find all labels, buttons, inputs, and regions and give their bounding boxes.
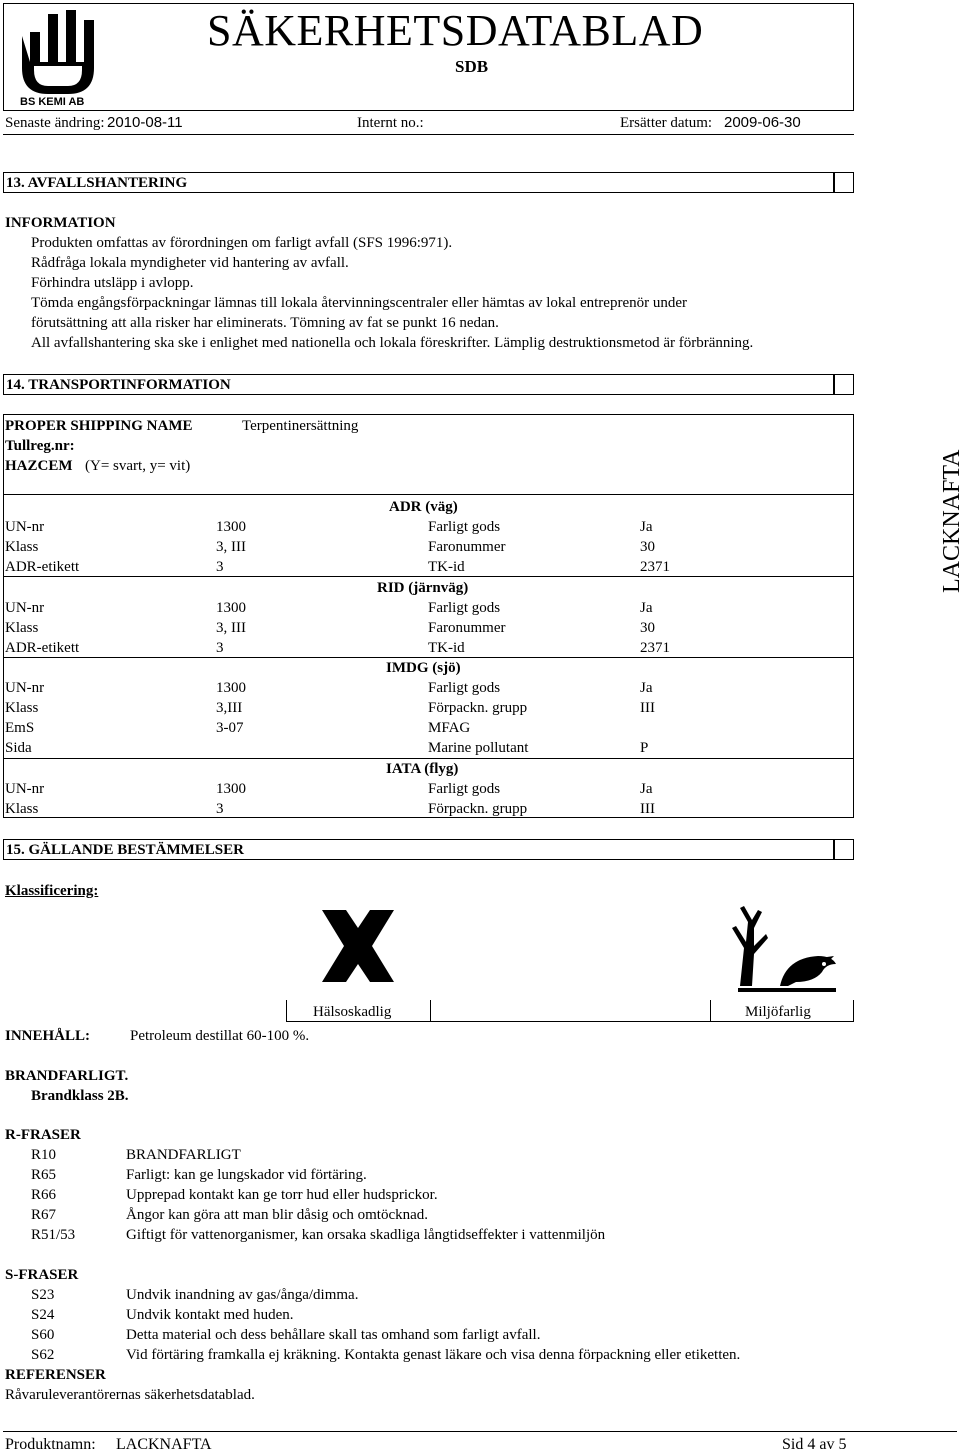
adr-row1-col1: UN-nr bbox=[5, 519, 45, 535]
last-changed-label: Senaste ändring: bbox=[5, 115, 105, 131]
s-phrase-text-1: Undvik inandning av gas/ånga/dimma. bbox=[126, 1287, 359, 1303]
imdg-row4-col1: Sida bbox=[5, 740, 32, 756]
rid-row1-col2: 1300 bbox=[216, 600, 246, 616]
flammable-line-1: BRANDFARLIGT. bbox=[5, 1068, 129, 1084]
imdg-row2-col2: 3,III bbox=[216, 700, 243, 716]
symbol2-left-rule bbox=[710, 1000, 711, 1022]
s-phrase-text-3: Detta material och dess behållare skall tas omhand som farligt avfall. bbox=[126, 1327, 541, 1343]
rid-row3-col3: TK-id bbox=[428, 640, 465, 656]
section14-heading: 14. TRANSPORTINFORMATION bbox=[6, 377, 231, 393]
rid-row1-col4: Ja bbox=[640, 600, 653, 616]
r-phrase-code-4: R67 bbox=[31, 1207, 57, 1223]
section14-check-box bbox=[834, 374, 854, 395]
company-logo bbox=[18, 6, 98, 110]
document-subtitle: SDB bbox=[455, 57, 489, 76]
hazcem-note: (Y= svart, y= vit) bbox=[85, 458, 191, 474]
imdg-row3-col2: 3-07 bbox=[216, 720, 244, 736]
s-phrase-code-4: S62 bbox=[31, 1347, 55, 1363]
rid-divider bbox=[3, 657, 854, 658]
proper-shipping-label: PROPER SHIPPING NAME bbox=[5, 418, 193, 434]
replaces-value: 2009-06-30 bbox=[724, 114, 801, 131]
r-phrase-code-3: R66 bbox=[31, 1187, 57, 1203]
rid-row2-col4: 30 bbox=[640, 620, 655, 636]
waste-info-line-2: Rådfråga lokala myndigheter vid hantering av avfall. bbox=[31, 255, 349, 271]
imdg-row4-col3: Marine pollutant bbox=[428, 740, 529, 756]
adr-row3-col2: 3 bbox=[216, 559, 224, 575]
s-phrase-text-2: Undvik kontakt med huden. bbox=[126, 1307, 294, 1323]
iata-row2-col3: Förpackn. grupp bbox=[428, 801, 528, 817]
internal-no-label: Internt no.: bbox=[357, 115, 424, 131]
hazcem-label: HAZCEM bbox=[5, 458, 73, 474]
adr-row2-col4: 30 bbox=[640, 539, 655, 555]
iata-row2-col4: III bbox=[640, 801, 655, 817]
rid-row1-col3: Farligt gods bbox=[428, 600, 501, 616]
r-phrase-code-5: R51/53 bbox=[31, 1227, 76, 1243]
r-phrase-code-2: R65 bbox=[31, 1167, 57, 1183]
r-phrase-text-5: Giftigt för vattenorganismer, kan orsaka skadliga långtidseffekter i vattenmiljön bbox=[126, 1227, 606, 1243]
s-phrases-heading: S-FRASER bbox=[5, 1267, 79, 1283]
footer-product-label: Produktnamn: bbox=[5, 1436, 96, 1453]
iata-row1-col1: UN-nr bbox=[5, 781, 45, 797]
footer-divider bbox=[3, 1431, 957, 1432]
rid-row3-col1: ADR-etikett bbox=[5, 640, 80, 656]
adr-row2-col1: Klass bbox=[5, 539, 39, 555]
hand-logo-icon bbox=[18, 6, 98, 110]
adr-divider bbox=[3, 576, 854, 577]
rid-row2-col1: Klass bbox=[5, 620, 39, 636]
transport-divider bbox=[3, 494, 854, 495]
symbols-rule bbox=[286, 1021, 854, 1022]
section15-heading: 15. GÄLLANDE BESTÄMMELSER bbox=[6, 842, 244, 858]
header-divider bbox=[3, 134, 854, 135]
s-phrase-code-3: S60 bbox=[31, 1327, 55, 1343]
document-title: SÄKERHETSDATABLAD bbox=[207, 6, 704, 55]
waste-info-line-3: Förhindra utsläpp i avlopp. bbox=[31, 275, 194, 291]
side-product-label: LACKNAFTA bbox=[939, 449, 965, 593]
imdg-row3-col1: EmS bbox=[5, 720, 35, 736]
waste-info-line-4: Tömda engångsförpackningar lämnas till lokala återvinningscentraler eller hämtas av lokal entreprenör under bbox=[31, 295, 687, 311]
adr-row2-col3: Faronummer bbox=[428, 539, 506, 555]
iata-row1-col4: Ja bbox=[640, 781, 653, 797]
imdg-row1-col4: Ja bbox=[640, 680, 653, 696]
r-phrase-code-1: R10 bbox=[31, 1147, 57, 1163]
logo-text: BS KEMI AB bbox=[20, 96, 85, 108]
imdg-row3-col3: MFAG bbox=[428, 720, 471, 736]
r-phrase-text-1: BRANDFARLIGT bbox=[126, 1147, 241, 1163]
symbol1-left-rule bbox=[286, 1000, 287, 1022]
imdg-row2-col4: III bbox=[640, 700, 655, 716]
rid-title: RID (järnväg) bbox=[377, 580, 469, 596]
iata-row1-col2: 1300 bbox=[216, 781, 246, 797]
proper-shipping-value: Terpentinersättning bbox=[242, 418, 359, 434]
section15-check-box bbox=[834, 839, 854, 860]
iata-title: IATA (flyg) bbox=[386, 761, 459, 777]
contents-value: Petroleum destillat 60-100 %. bbox=[130, 1028, 310, 1044]
environment-label: Miljöfarlig bbox=[745, 1004, 811, 1020]
adr-row1-col3: Farligt gods bbox=[428, 519, 501, 535]
tullreg-label: Tullreg.nr: bbox=[5, 438, 75, 454]
rid-row3-col2: 3 bbox=[216, 640, 224, 656]
waste-info-line-5: förutsättning att alla risker har eliminerats. Tömning av fat se punkt 16 nedan. bbox=[31, 315, 499, 331]
flammable-line-2: Brandklass 2B. bbox=[31, 1088, 129, 1104]
waste-info-heading: INFORMATION bbox=[5, 215, 116, 231]
rid-row3-col4: 2371 bbox=[640, 640, 670, 656]
adr-row1-col2: 1300 bbox=[216, 519, 246, 535]
s-phrase-text-4: Vid förtäring framkalla ej kräkning. Kontakta genast läkare och visa denna förpackning eller etiketten. bbox=[126, 1347, 741, 1363]
r-phrase-text-2: Farligt: kan ge lungskador vid förtäring. bbox=[126, 1167, 367, 1183]
adr-row1-col4: Ja bbox=[640, 519, 653, 535]
iata-row1-col3: Farligt gods bbox=[428, 781, 501, 797]
imdg-row1-col3: Farligt gods bbox=[428, 680, 501, 696]
contents-label: INNEHÅLL: bbox=[5, 1028, 91, 1044]
symbol2-right-rule bbox=[853, 1000, 854, 1022]
symbol1-right-rule bbox=[430, 1000, 431, 1022]
last-changed-value: 2010-08-11 bbox=[107, 114, 183, 131]
references-text: Råvaruleverantörernas säkerhetsdatablad. bbox=[5, 1387, 255, 1403]
r-phrase-text-3: Upprepad kontakt kan ge torr hud eller hudsprickor. bbox=[126, 1187, 438, 1203]
imdg-row2-col3: Förpackn. grupp bbox=[428, 700, 528, 716]
adr-row2-col2: 3, III bbox=[216, 539, 246, 555]
imdg-title: IMDG (sjö) bbox=[386, 660, 461, 676]
footer-product-value: LACKNAFTA bbox=[116, 1436, 212, 1453]
section13-check-box bbox=[834, 172, 854, 193]
iata-row2-col1: Klass bbox=[5, 801, 39, 817]
imdg-row2-col1: Klass bbox=[5, 700, 39, 716]
references-heading: REFERENSER bbox=[5, 1367, 106, 1383]
rid-row2-col2: 3, III bbox=[216, 620, 246, 636]
imdg-divider bbox=[3, 758, 854, 759]
r-phrases-heading: R-FRASER bbox=[5, 1127, 81, 1143]
section13-heading: 13. AVFALLSHANTERING bbox=[6, 175, 188, 191]
replaces-label: Ersätter datum: bbox=[620, 115, 713, 131]
adr-row3-col3: TK-id bbox=[428, 559, 465, 575]
adr-row3-col4: 2371 bbox=[640, 559, 670, 575]
s-phrase-code-1: S23 bbox=[31, 1287, 55, 1303]
imdg-row4-col4: P bbox=[640, 740, 649, 756]
s-phrase-code-2: S24 bbox=[31, 1307, 55, 1323]
imdg-row1-col2: 1300 bbox=[216, 680, 246, 696]
footer-page-number: Sid 4 av 5 bbox=[782, 1436, 847, 1453]
iata-row2-col2: 3 bbox=[216, 801, 224, 817]
adr-title: ADR (väg) bbox=[389, 499, 458, 515]
waste-info-line-6: All avfallshantering ska ske i enlighet med nationella och lokala föreskrifter. Lämplig destruktionsmetod är förbränning. bbox=[31, 335, 754, 351]
waste-info-line-1: Produkten omfattas av förordningen om farligt avfall (SFS 1996:971). bbox=[31, 235, 453, 251]
harmful-label: Hälsoskadlig bbox=[313, 1004, 392, 1020]
imdg-row1-col1: UN-nr bbox=[5, 680, 45, 696]
r-phrase-text-4: Ångor kan göra att man blir dåsig och omtöcknad. bbox=[126, 1207, 429, 1223]
adr-row3-col1: ADR-etikett bbox=[5, 559, 80, 575]
rid-row1-col1: UN-nr bbox=[5, 600, 45, 616]
classification-label: Klassificering: bbox=[5, 883, 99, 899]
rid-row2-col3: Faronummer bbox=[428, 620, 506, 636]
